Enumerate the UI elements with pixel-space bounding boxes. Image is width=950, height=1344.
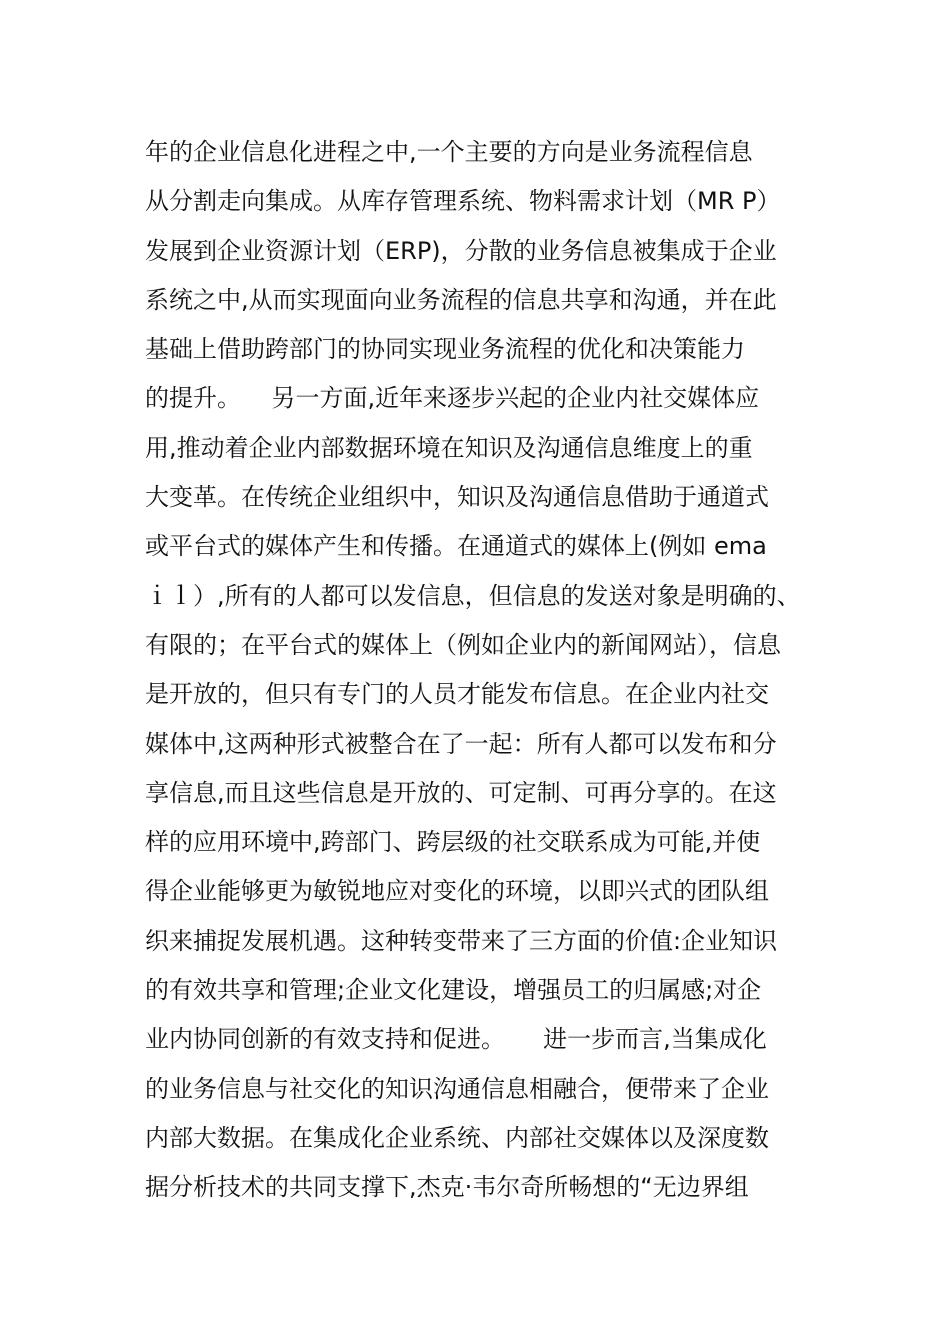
text-line: 织来捕捉发展机遇。这种转变带来了三方面的价值:企业知识 xyxy=(145,926,778,955)
text-line: 从分割走向集成。从库存管理系统、物料需求计划（MR P） xyxy=(145,187,781,216)
text-line: 内部大数据。在集成化企业系统、内部社交媒体以及深度数 xyxy=(145,1123,769,1152)
text-line: 样的应用环境中,跨部门、跨层级的社交联系成为可能,并使 xyxy=(145,828,761,857)
text-line: 据分析技术的共同支撑下,杰克·韦尔奇所畅想的“无边界组 xyxy=(145,1173,749,1202)
text-line: 有限的；在平台式的媒体上（例如企业内的新闻网站），信息 xyxy=(145,630,781,659)
text-line: 基础上借助跨部门的协同实现业务流程的优化和决策能力 xyxy=(145,335,745,364)
text-line: 系统之中,从而实现面向业务流程的信息共享和沟通，并在此 xyxy=(145,285,777,314)
body-text xyxy=(145,128,825,1213)
text-line: 的业务信息与社交化的知识沟通信息相融合，便带来了企业 xyxy=(145,1074,769,1103)
text-line: 媒体中,这两种形式被整合在了一起：所有人都可以发布和分 xyxy=(145,729,777,758)
text-line: 发展到企业资源计划（ERP)，分散的业务信息被集成于企业 xyxy=(145,236,777,265)
text-line: 年的企业信息化进程之中,一个主要的方向是业务流程信息 xyxy=(145,138,753,166)
text-line: 得企业能够更为敏锐地应对变化的环境，以即兴式的团队组 xyxy=(145,877,769,906)
text-line: ｉｌ）,所有的人都可以发信息，但信息的发送对象是明确的、 xyxy=(145,581,801,610)
text-line: 享信息,而且这些信息是开放的、可定制、可再分享的。在这 xyxy=(145,778,777,807)
text-line: 的提升。 另一方面,近年来逐步兴起的企业内社交媒体应 xyxy=(145,384,760,413)
text-line: 的有效共享和管理;企业文化建设，增强员工的归属感;对企 xyxy=(145,976,762,1005)
text-line: 大变革。在传统企业组织中，知识及沟通信息借助于通道式 xyxy=(145,483,769,512)
text-line: 或平台式的媒体产生和传播。在通道式的媒体上(例如 ema xyxy=(145,532,767,561)
text-line: 是开放的，但只有专门的人员才能发布信息。在企业内社交 xyxy=(145,680,769,709)
text-line: 用,推动着企业内部数据环境在知识及沟通信息维度上的重 xyxy=(145,433,753,462)
text-line: 业内协同创新的有效支持和促进。 进一步而言,当集成化 xyxy=(145,1025,767,1054)
